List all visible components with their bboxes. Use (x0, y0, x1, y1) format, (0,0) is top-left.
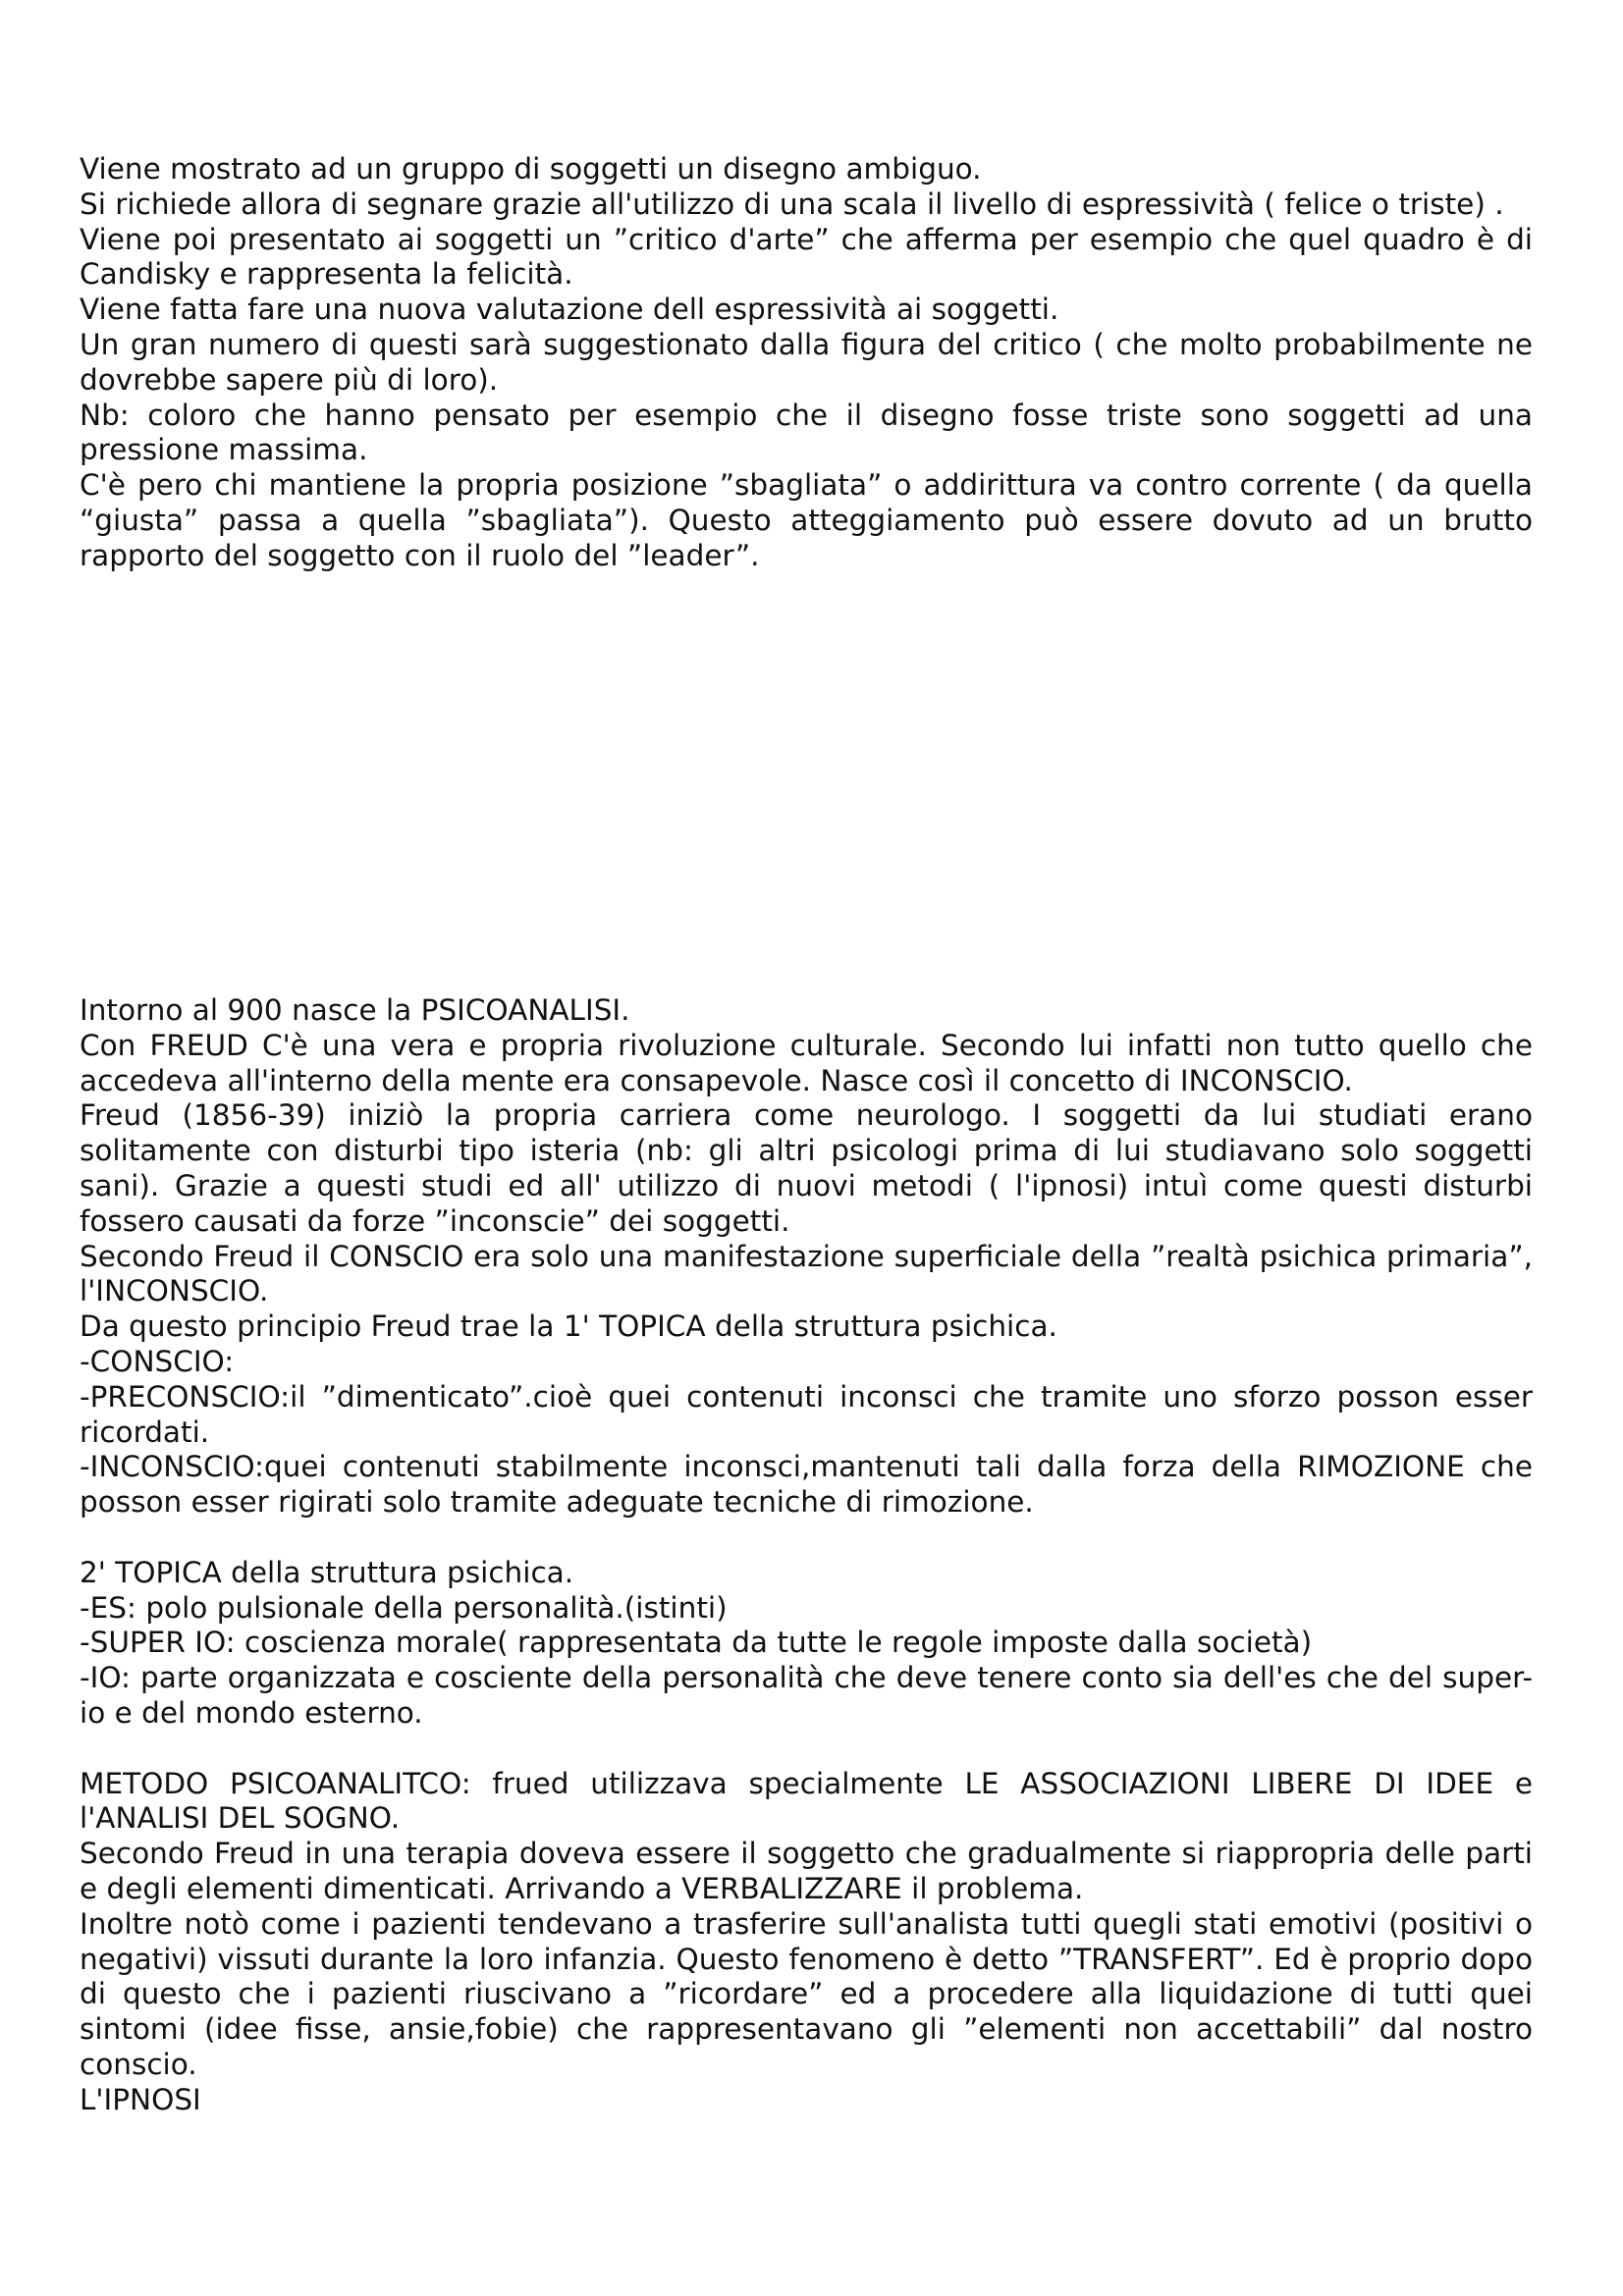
paragraph: Nb: coloro che hanno pensato per esempio che il disegno fosse triste sono soggetti ad una pressione massima. (80, 398, 1533, 467)
paragraph: Secondo Freud il CONSCIO era solo una manifestazione superficiale della ”realtà psichica primaria”, l'INCONSCIO. (80, 1239, 1533, 1308)
paragraph: Con FREUD C'è una vera e propria rivoluzione culturale. Secondo lui infatti non tutto quello che accedeva all'interno della mente era consapevole. Nasce così il concetto di INCONSCIO. (80, 1028, 1533, 1097)
list-item: -INCONSCIO:quei contenuti stabilmente inconsci,mantenuti tali dalla forza della RIMOZIONE che posson esser rigirati solo tramite adeguate tecniche di rimozione. (80, 1450, 1533, 1520)
paragraph: Freud (1856-39) iniziò la propria carriera come neurologo. I soggetti da lui studiati erano solitamente con disturbi tipo isteria (nb: gli altri psicologi prima di lui studiavano solo soggetti sani). Grazie a questi studi ed all' utilizzo di nuovi metodi ( l'ipnosi) intuì come questi disturbi fossero causati da forze ”inconscie” dei soggetti. (80, 1098, 1533, 1238)
paragraph: Si richiede allora di segnare grazie all'utilizzo di una scala il livello di espressività ( felice o triste) . (80, 187, 1504, 221)
section-social-influence (80, 152, 1533, 574)
blank-line (80, 1521, 1533, 1556)
list-item: -CONSCIO: (80, 1344, 235, 1378)
section-psychoanalysis (80, 993, 1533, 2118)
blank-line (80, 1732, 1533, 1767)
paragraph: 2' TOPICA della struttura psichica. (80, 1555, 574, 1589)
paragraph: METODO PSICOANALITCO: frued utilizzava specialmente LE ASSOCIAZIONI LIBERE DI IDEE e l'ANALISI DEL SOGNO. (80, 1766, 1533, 1836)
paragraph: Da questo principio Freud trae la 1' TOPICA della struttura psichica. (80, 1309, 1057, 1344)
paragraph: L'IPNOSI (80, 2082, 201, 2116)
paragraph: Viene poi presentato ai soggetti un ”critico d'arte” che afferma per esempio che quel quadro è di Candisky e rappresenta la felicità. (80, 222, 1533, 292)
paragraph: Viene fatta fare una nuova valutazione dell espressività ai soggetti. (80, 293, 1059, 327)
paragraph: Inoltre notò come i pazienti tendevano a trasferire sull'analista tutti quegli stati emotivi (positivi o negativi) vissuti durante la loro infanzia. Questo fenomeno è detto ”TRANSFERT”. Ed è proprio dopo di questo che i pazienti riuscivano a ”ricordare” ed a procedere alla liquidazione di tutti quei sintomi (idee fisse, ansie,fobie) che rappresentavano gli ”elementi non accettabili” dal nostro conscio. (80, 1906, 1533, 2081)
paragraph: C'è pero chi mantiene la propria posizione ”sbagliata” o addirittura va contro corrente ( da quella “giusta” passa a quella ”sbagliata”). Questo atteggiamento può essere dovuto ad un brutto rapporto del soggetto con il ruolo del ”leader”. (80, 468, 1533, 572)
list-item: -PRECONSCIO:il ”dimenticato”.cioè quei contenuti inconsci che tramite uno sforzo posson esser ricordati. (80, 1379, 1533, 1449)
list-item: -IO: parte organizzata e cosciente della personalità che deve tenere conto sia dell'es che del super-io e del mondo esterno. (80, 1661, 1533, 1730)
list-item: -ES: polo pulsionale della personalità.(istinti) (80, 1590, 728, 1625)
paragraph: Un gran numero di questi sarà suggestionato dalla figura del critico ( che molto probabilmente ne dovrebbe sapere più di loro). (80, 327, 1533, 397)
paragraph: Intorno al 900 nasce la PSICOANALISI. (80, 993, 630, 1027)
list-item: -SUPER IO: coscienza morale( rappresentata da tutte le regole imposte dalla società) (80, 1626, 1313, 1660)
paragraph: Viene mostrato ad un gruppo di soggetti un disegno ambiguo. (80, 152, 982, 186)
paragraph: Secondo Freud in una terapia doveva essere il soggetto che gradualmente si riappropria delle parti e degli elementi dimenticati. Arrivando a VERBALIZZARE il problema. (80, 1837, 1533, 1905)
